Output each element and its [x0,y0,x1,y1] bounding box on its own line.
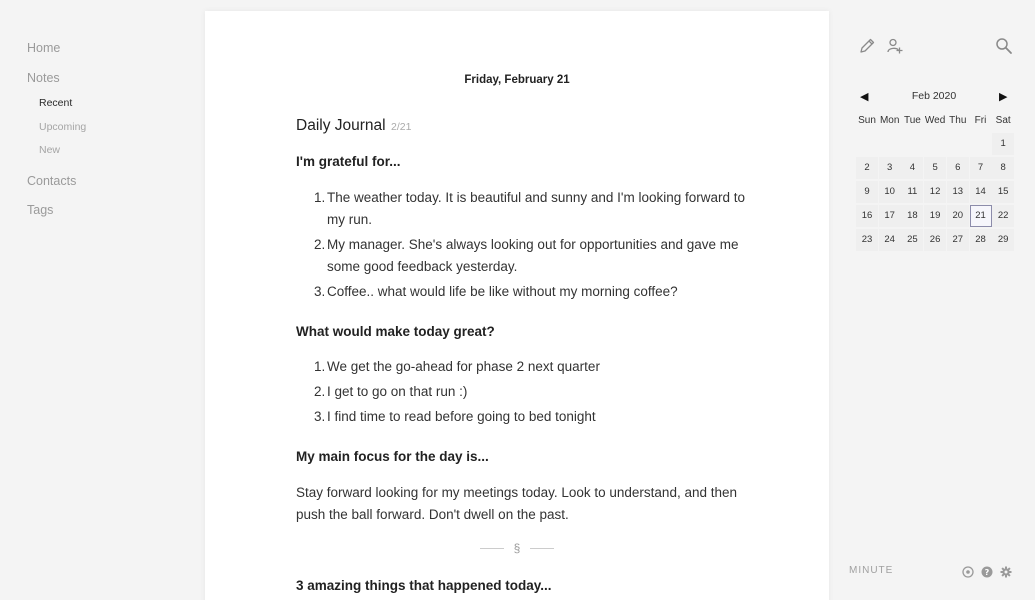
list-item-number: 2. [314,384,326,399]
target-icon[interactable] [962,565,974,577]
calendar-day[interactable]: 1 [992,133,1014,155]
nav-tags[interactable]: Tags [27,203,54,217]
calendar-day[interactable]: 20 [947,205,969,227]
list-item [314,381,747,403]
calendar-weekday: Sun [858,115,876,126]
list-item-number: 3. [314,284,326,299]
calendar-day[interactable]: 7 [970,157,992,179]
list-item-text: My manager. She's always looking out for opportunities and gave me some good feedback yesterday. [327,237,739,274]
list-item-number: 1. [314,359,326,374]
nav-notes-recent[interactable]: Recent [39,97,73,109]
calendar-day[interactable]: 18 [901,205,923,227]
svg-text:?: ? [984,568,990,577]
section-heading-grateful: I'm grateful for... [296,154,401,169]
calendar-month-label: Feb 2020 [911,90,957,102]
calendar-day[interactable]: 29 [992,229,1014,251]
nav-notes[interactable]: Notes [27,71,60,85]
calendar-day[interactable]: 11 [901,181,923,203]
calendar-header [859,90,1009,104]
calendar-day[interactable]: 28 [970,229,992,251]
list-item-text: I find time to read before going to bed tonight [327,409,596,424]
nav-notes-new[interactable]: New [39,144,61,156]
calendar-day[interactable]: 8 [992,157,1014,179]
calendar-weekday: Fri [974,115,987,126]
calendar-day[interactable]: 3 [879,157,901,179]
section-heading-amazing: 3 amazing things that happened today... [296,578,552,593]
great-day-list [314,356,747,431]
list-item [314,356,747,378]
calendar-next-button[interactable]: ▶ [999,91,1008,103]
calendar-day-selected[interactable]: 21 [970,205,992,227]
nav-home[interactable]: Home [27,41,61,55]
calendar-weekday: Mon [879,115,900,126]
nav-notes-upcoming[interactable]: Upcoming [39,121,87,133]
section-divider [205,541,829,555]
calendar-day[interactable]: 6 [947,157,969,179]
calendar-day[interactable]: 26 [924,229,946,251]
calendar-day[interactable]: 13 [947,181,969,203]
pencil-icon[interactable] [858,37,876,55]
sidebar [0,0,205,600]
list-item-text: The weather today. It is beautiful and sunny and I'm looking forward to my run. [327,190,746,227]
list-item-text: Coffee.. what would life be like without my morning coffee? [327,284,678,299]
app-brand: MINUTE [849,565,894,576]
list-item-number: 3. [314,409,326,424]
list-item-number: 1. [314,190,326,205]
list-item [314,406,747,428]
divider-symbol: § [513,541,521,555]
calendar-day[interactable]: 16 [856,205,878,227]
help-icon[interactable] [981,565,993,577]
calendar-day[interactable]: 4 [901,157,923,179]
note-editor[interactable] [205,11,829,600]
list-item-number: 2. [314,237,326,252]
calendar-day[interactable]: 12 [924,181,946,203]
calendar-day[interactable]: 5 [924,157,946,179]
calendar-day[interactable]: 10 [879,181,901,203]
list-item-text: I get to go on that run :) [327,384,468,399]
calendar-weekday: Wed [924,115,946,126]
calendar-day[interactable]: 2 [856,157,878,179]
calendar-day[interactable]: 25 [901,229,923,251]
right-panel [829,0,1035,600]
calendar-day[interactable]: 9 [856,181,878,203]
focus-paragraph: Stay forward looking for my meetings today. Look to understand, and then push the ball forward. Don't dwell on the past. [296,485,738,522]
calendar-day[interactable]: 27 [947,229,969,251]
list-item-text: We get the go-ahead for phase 2 next quarter [327,359,600,374]
calendar-prev-button[interactable]: ◀ [860,91,869,103]
calendar-day[interactable]: 23 [856,229,878,251]
calendar-day[interactable]: 19 [924,205,946,227]
calendar-weekday: Tue [903,115,921,126]
add-person-icon[interactable] [886,37,904,55]
gear-icon[interactable] [1000,565,1012,577]
calendar-day[interactable]: 24 [879,229,901,251]
calendar-day[interactable]: 22 [992,205,1014,227]
note-title[interactable]: Daily Journal [296,117,386,134]
section-heading-focus: My main focus for the day is... [296,449,489,464]
note-title-date: 2/21 [391,121,412,133]
calendar-day[interactable]: 14 [970,181,992,203]
nav-contacts[interactable]: Contacts [27,174,77,188]
search-icon[interactable] [995,37,1013,55]
section-heading-great-day: What would make today great? [296,324,495,339]
calendar-day[interactable]: 15 [992,181,1014,203]
list-item [314,234,747,278]
list-item [314,187,747,231]
calendar-weekday: Sat [995,115,1011,126]
list-item [314,281,747,303]
grateful-list [314,187,747,306]
note-date: Friday, February 21 [464,74,570,86]
calendar-weekday: Thu [949,115,967,126]
calendar-day[interactable]: 17 [879,205,901,227]
